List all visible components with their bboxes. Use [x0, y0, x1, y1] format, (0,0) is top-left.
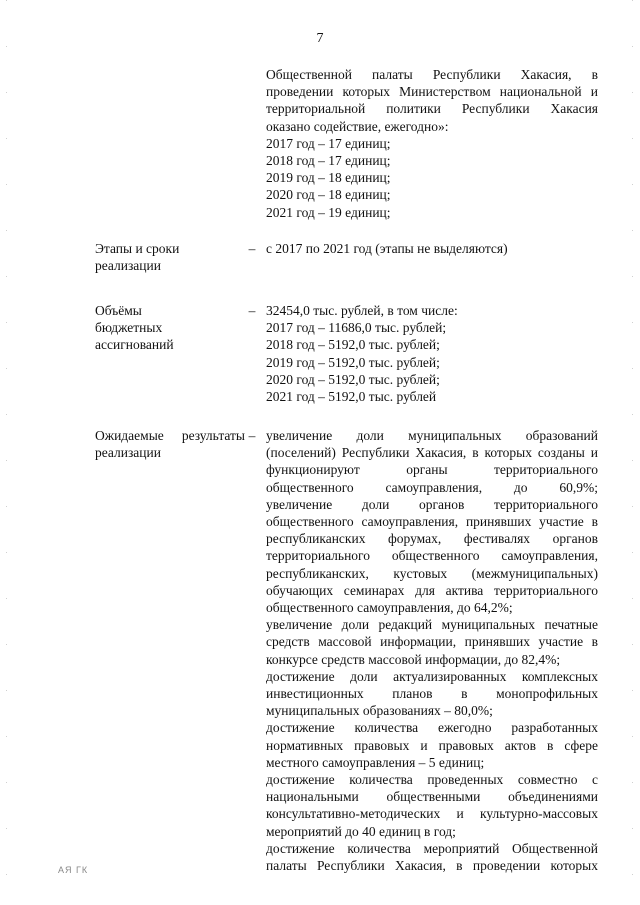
row-dash: –: [248, 241, 256, 256]
row-value-line: достижение доли актуализированных комплексных: [266, 668, 598, 684]
row-value-line: 2020 год – 5192,0 тыс. рублей;: [266, 371, 440, 387]
row-label: [95, 240, 245, 274]
row-value-line: увеличение доли органов территориального: [266, 496, 598, 512]
continuation-line: 2020 год – 18 единиц;: [266, 187, 391, 203]
row-value-line: нормативных правовых и правовых актов в сфере: [266, 737, 598, 753]
row-value-line: 2019 год – 5192,0 тыс. рублей;: [266, 354, 440, 370]
row-label-line: бюджетных: [95, 320, 163, 336]
row-value-line: консультативно-методических и культурно-массовых: [266, 806, 598, 822]
row-value-line: 32454,0 тыс. рублей, в том числе:: [266, 303, 458, 318]
row-value-line: общественного самоуправления, принявших участие в: [266, 514, 598, 530]
row-label-line: Ожидаемые результаты: [95, 428, 245, 443]
row-value-line: достижение количества проведенных совместно с: [266, 772, 598, 788]
row-label-line: Этапы и сроки: [95, 241, 180, 256]
row-value-line: муниципальных образованиях – 80,0%;: [266, 703, 493, 719]
row-value: [266, 240, 598, 257]
row-value-line: 2018 год – 5192,0 тыс. рублей;: [266, 337, 440, 353]
row-value-line: мероприятий до 40 единиц в год;: [266, 823, 456, 839]
right-margin-mark: [632, 0, 633, 905]
row-value-line: республиканских форумах, фестивалях органов: [266, 531, 598, 547]
row-label: [95, 427, 245, 461]
row-value-line: обучающих семинарах для актива территориального: [266, 582, 598, 598]
continuation-line: 2019 год – 18 единиц;: [266, 170, 391, 186]
row-value-line: местного самоуправления – 5 единиц;: [266, 754, 485, 770]
footer-stamp: АЯ ГК: [58, 865, 89, 875]
page-number: 7: [316, 31, 324, 46]
continuation-line: 2021 год – 19 единиц;: [266, 204, 391, 220]
row-value-line: (поселений) Республики Хакасия, в которых созданы и: [266, 445, 598, 461]
continuation-line: Общественной палаты Республики Хакасия, в: [266, 67, 598, 82]
row-value-line: территориального общественного самоуправления,: [266, 548, 598, 564]
row-label-line: ассигнований: [95, 337, 174, 353]
row-value-line: национальными общественными объединениями: [266, 789, 598, 805]
continuation-line: территориальной политики Республики Хакасия: [266, 101, 598, 117]
row-label: [95, 302, 245, 354]
left-margin-mark: [6, 0, 7, 905]
row-value-line: средств массовой информации, принявших участие в: [266, 634, 598, 650]
row-value-line: конкурсе средств массовой информации, до 82,4%;: [266, 651, 561, 667]
row-value: [266, 302, 598, 405]
row-value-line: с 2017 по 2021 год (этапы не выделяются): [266, 241, 508, 256]
row-dash: –: [248, 428, 256, 443]
row-value-line: палаты Республики Хакасия, в проведении которых: [266, 858, 598, 874]
row-value-line: республиканских, кустовых (межмуниципальных): [266, 565, 598, 581]
row-label-line: реализации: [95, 445, 161, 461]
row-value: [266, 427, 598, 874]
row-value-line: инвестиционных планов в монопрофильных: [266, 686, 598, 702]
row-value-line: функционируют органы территориального: [266, 462, 598, 478]
continuation-line: проведении которых Министерством национальной и: [266, 84, 598, 100]
row-label-line: Объёмы: [95, 303, 142, 318]
row-dash: –: [248, 303, 256, 318]
row-value-line: общественного самоуправления, до 64,2%;: [266, 600, 513, 616]
row-value-line: 2017 год – 11686,0 тыс. рублей;: [266, 320, 447, 336]
row-value-line: увеличение доли редакций муниципальных печатные: [266, 617, 598, 633]
continuation-line: оказано содействие, ежегодно»:: [266, 118, 449, 134]
row-label-line: реализации: [95, 258, 161, 274]
continuation-line: 2018 год – 17 единиц;: [266, 153, 391, 169]
row-value-line: достижение количества ежегодно разработанных: [266, 720, 598, 736]
row-value-line: общественного самоуправления, до 60,9%;: [266, 479, 598, 495]
continuation-line: 2017 год – 17 единиц;: [266, 135, 391, 151]
row-value-line: достижение количества мероприятий Общественной: [266, 840, 598, 856]
row-value-line: увеличение доли муниципальных образований: [266, 428, 598, 443]
continuation-block: [266, 66, 598, 221]
row-value-line: 2021 год – 5192,0 тыс. рублей: [266, 389, 437, 405]
